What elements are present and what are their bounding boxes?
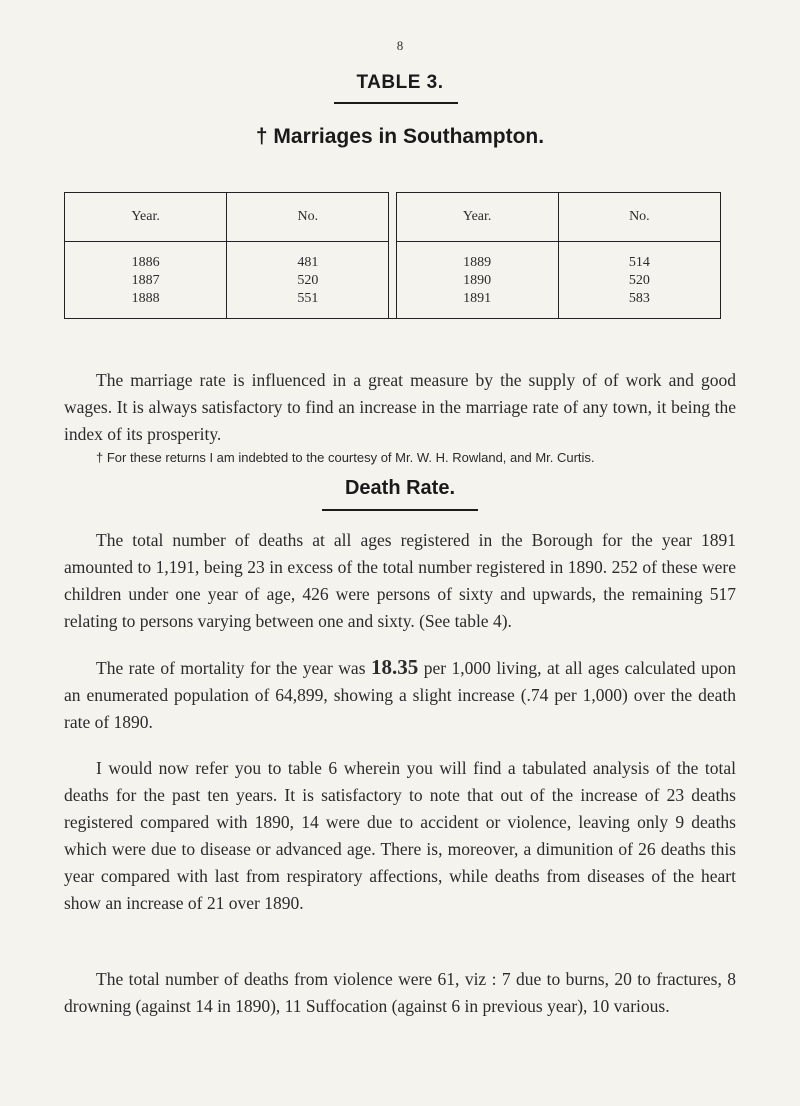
paragraph-violence: The total number of deaths from violence were 61, viz : 7 due to burns, 20 to fractures, 8 drowning (against 14 in 1890), 11 Suffocation (against 6 in previous year), 10 various. (64, 969, 736, 1016)
header-year-right: Year. (396, 193, 558, 242)
number-cell: 514 (628, 255, 650, 270)
right-years-cell (396, 242, 558, 319)
heading-underline (322, 509, 478, 511)
mortality-text-after: per 1,000 living, at all ages calculated upon an enumerated population of 64,899, showing a slight increase (.74 per 1,000) over the death rate of 1890. (64, 658, 736, 732)
mortality-rate-value: 18.35 (370, 655, 419, 679)
right-numbers-cell (558, 242, 720, 319)
number-cell: 520 (628, 273, 650, 288)
number-cell: 520 (297, 273, 319, 288)
left-numbers-cell (227, 242, 389, 319)
year-cell: 1889 (463, 255, 492, 270)
table-title: † Marriages in Southampton. (255, 125, 545, 148)
year-cell: 1886 (131, 255, 160, 270)
year-cell: 1887 (131, 273, 160, 288)
header-no-right: No. (558, 193, 720, 242)
number-cell: 551 (297, 291, 319, 306)
column-divider (389, 193, 396, 242)
marriages-table (64, 192, 721, 319)
footnote: † For these returns I am indebted to the courtesy of Mr. W. H. Rowland, and Mr. Curtis. (96, 450, 595, 465)
table-row (65, 242, 721, 319)
paragraph-table6: I would now refer you to table 6 wherein you will find a tabulated analysis of the total deaths for the past ten years. It is satisfactory to note that out of the increase of 23 deaths registered compared with 1890, 14 were due to accident or violence, leaving only 9 deaths which were due to disease or advanced age. There is, moreover, a dimunition of 26 deaths this year compared with last from respiratory affections, while deaths from diseases of the heart show an increase of 21 over 1890. (64, 758, 736, 913)
year-cell: 1890 (463, 273, 492, 288)
year-cell: 1891 (463, 291, 492, 306)
page-number: 8 (396, 38, 404, 53)
header-year-left: Year. (65, 193, 227, 242)
number-cell: 481 (297, 255, 319, 270)
paragraph-marriage-rate: The marriage rate is influenced in a great measure by the supply of of work and good wages. It is always satisfactory to find an increase in the marriage rate of any town, it being the index of its prosperity. (64, 370, 736, 444)
mortality-text-before: The rate of mortality for the year was (96, 658, 371, 678)
header-no-left: No. (227, 193, 389, 242)
heading-underline (334, 102, 458, 104)
paragraph-deaths-total: The total number of deaths at all ages registered in the Borough for the year 1891 amounted to 1,191, being 23 in excess of the total number registered in 1890. 252 of these were children under one year of age, 426 were persons of sixty and upwards, the remaining 517 relating to persons varying between one and sixty. (See table 4). (64, 530, 736, 631)
left-years-cell (65, 242, 227, 319)
table-heading: TABLE 3. (356, 72, 444, 93)
paragraph-mortality-rate (64, 654, 736, 736)
year-cell: 1888 (131, 291, 160, 306)
number-cell: 583 (628, 291, 650, 306)
death-rate-heading: Death Rate. (344, 477, 456, 499)
column-divider (389, 242, 396, 319)
table-header-row (65, 193, 721, 242)
